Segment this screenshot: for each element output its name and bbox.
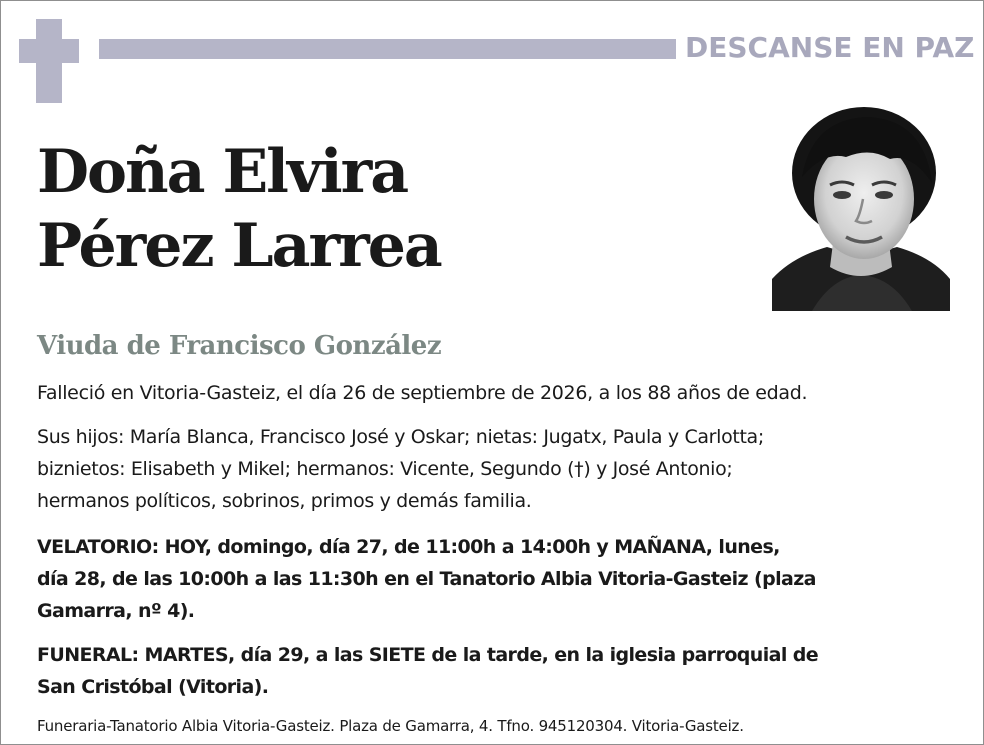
funeral-line: FUNERAL: MARTES, día 29, a las SIETE de la tarde, en la iglesia parroquial de [37, 644, 819, 666]
name-line-1: Doña Elvira [37, 137, 408, 207]
header-bar [99, 39, 676, 59]
family-line: biznietos: Elisabeth y Mikel; hermanos: Vicente, Segundo (†) y José Antonio; [37, 458, 733, 480]
deceased-name [37, 135, 737, 283]
portrait-photo [772, 107, 950, 311]
wake-line: Gamarra, nº 4). [37, 600, 195, 622]
wake-line: VELATORIO: HOY, domingo, día 27, de 11:00h a 14:00h y MAÑANA, lunes, [37, 536, 780, 558]
wake-line: día 28, de las 10:00h a las 11:30h en el Tanatorio Albia Vitoria-Gasteiz (plaza [37, 568, 816, 590]
wake-paragraph [37, 531, 957, 627]
funeral-line: San Cristóbal (Vitoria). [37, 676, 269, 698]
rip-label: DESCANSE EN PAZ [685, 31, 975, 64]
cross-icon [19, 19, 79, 103]
funeral-paragraph [37, 639, 957, 703]
family-paragraph [37, 421, 957, 517]
death-announcement: Falleció en Vitoria-Gasteiz, el día 26 de septiembre de 2026, a los 88 años de edad. [37, 382, 808, 404]
funeral-home-footer: Funeraria-Tanatorio Albia Vitoria-Gasteiz. Plaza de Gamarra, 4. Tfno. 945120304. Vitoria-Gasteiz. [37, 717, 744, 735]
widow-of-line: Viuda de Francisco González [37, 331, 442, 361]
family-line: Sus hijos: María Blanca, Francisco José y Oskar; nietas: Jugatx, Paula y Carlotta; [37, 426, 764, 448]
family-line: hermanos políticos, sobrinos, primos y demás familia. [37, 490, 532, 512]
name-line-2: Pérez Larrea [37, 211, 441, 281]
